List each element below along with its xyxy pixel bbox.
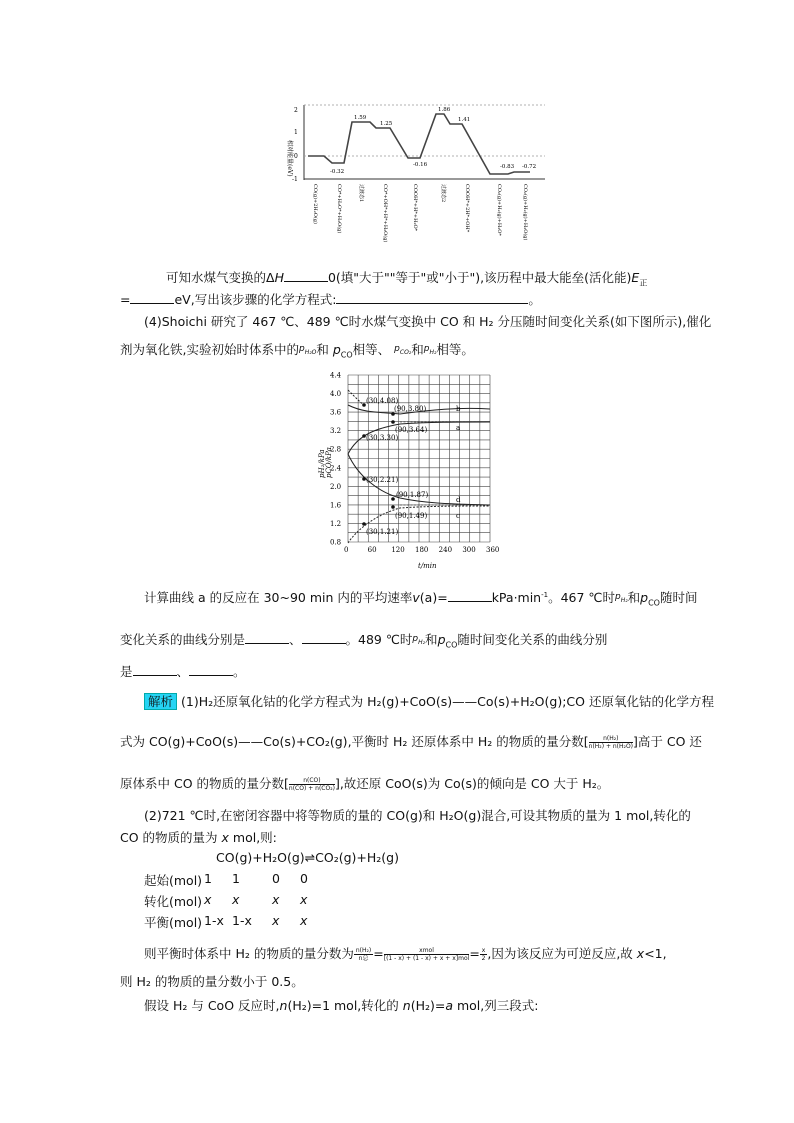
analysis-line-2: 式为 CO(g)+CoO(s)——Co(s)+CO₂(g),平衡时 H₂ 还原体系中 H₂ 的物质的量分数[ $\frac{\text{n(H₂)}}{\text{n(H₂) + n(H₂O)}}$ ]高于 CO 还 [120,734,702,750]
analysis-line-6: 则平衡时体系中 H₂ 的物质的量分数为 $\frac{\text{n(H₂)}}{\text{n总}}$ = $\frac{\text{xmol}}{\text{[(1 - x) + (1 - x) + x + x]mol}}$ = $\frac{x}{2}$ ,因为该反应为可逆反应,故 x<1, [144,946,667,962]
curve-label-d: d [456,496,461,504]
x-tick-label: 180 [415,546,429,554]
energy-y-tick: 0 [294,153,298,160]
chart-x-ticks [344,546,499,554]
analysis-line-5: CO 的物质的量为 x mol,则: [120,830,277,845]
energy-value-label: -0.32 [330,169,345,175]
y-tick-label: 3.6 [330,408,342,417]
y-tick-label: 2.0 [330,482,342,491]
x-tick-label: 360 [486,546,500,554]
reaction-equation: CO(g)+H₂O(g)⇌CO₂(g)+H₂(g) [216,850,399,865]
energy-x-label: COOH*+H*+H₂O* [412,184,418,232]
point-label: (90,1.87) [396,491,429,499]
analysis-line-4: (2)721 ℃时,在密闭容器中将等物质的量的 CO(g)和 H₂O(g)混合,可设其物质的量为 1 mol,转化的 [144,808,691,823]
curve-label-b: b [456,405,461,413]
x-tick-label: 300 [462,546,476,554]
question-line-7: 是 、 。 [120,664,246,679]
analysis-line-8: 假设 H₂ 与 CoO 反应时,n(H₂)=1 mol,转化的 n(H₂)=a mol,列三段式: [144,998,539,1013]
energy-value-label: 1.86 [438,107,451,113]
energy-value-label: 1.41 [458,117,471,123]
energy-value-label: 1.59 [354,115,367,121]
y-tick-label: 2.8 [330,445,342,454]
x-tick-label: 120 [391,546,405,554]
energy-value-label: -0.72 [522,164,537,170]
energy-y-tick: -1 [292,176,298,183]
energy-x-label: CO₂(g)+H₂(g)+H₂O* [496,184,502,236]
point-label: (90,3.80) [394,405,427,413]
question-line-1: 可知水煤气变换的ΔH 0(填"大于""等于"或"小于"),该历程中最大能垒(活化能)$E_正$ [166,270,648,288]
x-tick-label: 0 [344,546,349,554]
question-line-2: = eV,写出该步骤的化学方程式: 。 [120,292,541,307]
energy-x-label: CO*+H₂O*+H₂O(g) [336,184,342,234]
energy-y-tick: 2 [294,107,298,114]
x-tick-label: 60 [367,546,377,554]
table-row: 转化(mol) x x x x [144,892,308,909]
question-line-6: 变化关系的曲线分别是 、 。489 ℃时$^{p_{H_2}}$和$p_{CO}$随时间变化关系的曲线分别 [120,632,608,650]
question-line-4: 剂为氧化铁,实验初始时体系中的$^{p_{H_2O}}$和 $p_{CO}$相等、 $^{p_{CO_2}}$和$^{p_{H_2}}$相等。 [120,342,474,360]
energy-diagram [280,100,550,260]
energy-x-label: 过渡态1 [358,184,364,203]
curve-label-a: a [456,424,461,432]
point-label: (30,1.21) [366,528,399,536]
question-line-5: 计算曲线 a 的反应在 30~90 min 内的平均速率$v(a)= kPa\cdot\min^{-1}$。467 ℃时$^{p_{H_2}}$和$p_{CO}$随时间 [144,590,698,608]
analysis-line-1: 解析 (1)H₂还原氧化钴的化学方程式为 H₂(g)+CoO(s)——Co(s)+H₂O(g);CO 还原氧化钴的化学方程 [144,692,714,710]
energy-x-label: CO₂(g)+H₂(g)+H₂O(g) [522,184,528,241]
energy-x-label: 过渡态2 [440,184,446,203]
point-label: (90,3.64) [395,426,428,434]
energy-value-label: -0.16 [413,162,428,168]
y-tick-label: 3.2 [330,427,342,436]
y-tick-label: 4.4 [330,371,342,380]
question-line-3: (4)Shoichi 研究了 467 ℃、489 ℃时水煤气变换中 CO 和 H₂ 分压随时间变化关系(如下图所示),催化 [144,314,712,329]
y-tick-label: 0.8 [330,538,342,547]
curve-label-c: c [456,512,460,520]
table-row: 平衡(mol) 1-x 1-x x x [144,913,308,930]
analysis-line-7: 则 H₂ 的物质的量分数小于 0.5。 [120,974,304,989]
y-tick-label: 1.2 [330,519,342,528]
analysis-line-3: 原体系中 CO 的物质的量分数[ $\frac{n(CO)}{\text{n(CO) + n(CO₂)}}$ ],故还原 CoO(s)为 Co(s)的倾向是 CO 大于 H₂。 [120,776,610,792]
point-label: (30,3.30) [366,434,399,442]
energy-y-tick: 1 [294,129,298,136]
pressure-y-label-2: pCO/kPa [325,447,333,478]
energy-value-label: -0.83 [500,164,515,170]
energy-x-label: CO(g)+2H₂O(g) [312,184,318,224]
pressure-y-label-1: pH₂/kPa [318,449,326,478]
energy-value-label: 1.25 [380,121,393,127]
pressure-chart [318,368,500,570]
point-label: (90,1.49) [395,512,428,520]
y-tick-label: 1.6 [330,501,342,510]
point-label: (30,2.21) [366,476,399,484]
table-row: 起始(mol) 1 1 0 0 [144,871,308,888]
energy-y-label: 相对能量(eV) [286,140,293,177]
pressure-x-label: t/min [418,562,437,570]
point-label: (30,4.08) [366,397,399,405]
energy-x-label: CO*+OH*+H*+H₂O(g) [382,184,388,243]
analysis-tag: 解析 [144,693,177,710]
energy-x-label: COOH*+2H*+OH* [464,184,470,233]
x-tick-label: 240 [438,546,453,554]
y-tick-label: 4.0 [330,390,342,399]
y-tick-label: 2.4 [330,464,342,473]
